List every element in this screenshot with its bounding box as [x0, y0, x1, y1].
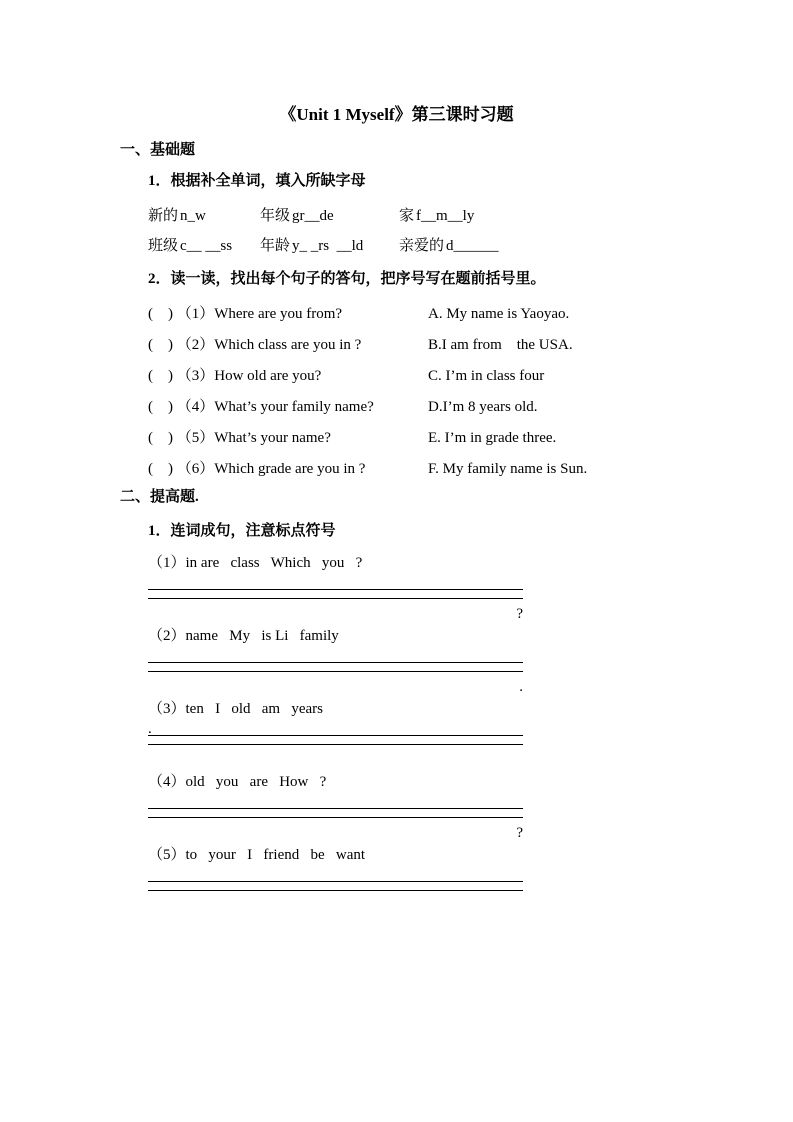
fill-word-blank: gr__de — [292, 208, 334, 224]
match-answer: D.I’m 8 years old. — [428, 399, 538, 415]
match-question: ( ) （3）How old are you? — [148, 368, 322, 384]
answer-line — [148, 744, 523, 745]
fill-word-label: 家 — [399, 208, 415, 224]
match-answer: F. My family name is Sun. — [428, 461, 588, 477]
fill-word-label: 班级 — [148, 238, 179, 254]
end-punctuation: ? — [516, 825, 523, 841]
fill-word-label: 年龄 — [260, 238, 291, 254]
match-pair — [148, 392, 673, 423]
rewrite-prompt: （5）to your I friend be want — [148, 847, 366, 863]
end-punctuation: ? — [516, 606, 523, 622]
rewrite-prompt: （4）old you are How ? — [148, 774, 327, 790]
match-pair — [148, 299, 673, 330]
answer-line — [148, 589, 523, 590]
rewrite-item-1 — [148, 549, 523, 622]
fill-word-label: 亲爱的 — [399, 238, 445, 254]
answer-line — [148, 671, 523, 672]
fill-word-cell — [399, 201, 474, 231]
end-punctuation: . — [519, 679, 523, 695]
match-question: ( ) （1）Where are you from? — [148, 306, 343, 322]
fill-word-cell — [148, 201, 260, 231]
rewrite-prompt: （3）ten I old am years — [148, 701, 323, 717]
fill-word-cell — [260, 201, 399, 231]
match-task-heading: 2．读一读，找出每个句子的答句，把序号写在题前括号里。 — [148, 271, 546, 287]
match-pair — [148, 454, 673, 485]
rewrite-task-heading: 1．连词成句，注意标点符号 — [148, 523, 336, 539]
match-question: ( ) （2）Which class are you in ? — [148, 337, 362, 353]
section-advanced-heading: 二、提高题. — [120, 489, 199, 505]
fill-word-label: 年级 — [260, 208, 291, 224]
fill-words-row-1 — [148, 201, 673, 231]
answer-line — [148, 808, 523, 809]
section-basic-heading: 一、基础题 — [120, 142, 196, 158]
fill-word-blank: n_w — [180, 208, 206, 224]
fill-task-heading: 1．根据补全单词，填入所缺字母 — [148, 173, 366, 189]
fill-word-cell — [399, 231, 499, 261]
rewrite-item-3 — [148, 695, 523, 768]
rewrite-item-2 — [148, 622, 523, 695]
start-punctuation: . — [148, 721, 152, 737]
match-question: ( ) （5）What’s your name? — [148, 430, 331, 446]
answer-line — [148, 662, 523, 663]
spacer — [148, 753, 523, 768]
match-answer: A. My name is Yaoyao. — [428, 306, 570, 322]
rewrite-item-5 — [148, 841, 523, 891]
match-answer: B.I am from the USA. — [428, 337, 573, 353]
answer-line — [148, 881, 523, 882]
rewrite-item-4 — [148, 768, 523, 841]
match-answer: E. I’m in grade three. — [428, 430, 557, 446]
fill-words-row-2 — [148, 231, 673, 261]
match-pair — [148, 423, 673, 454]
answer-line — [148, 598, 523, 599]
answer-line — [148, 735, 523, 736]
fill-word-cell — [148, 231, 260, 261]
fill-word-blank: y_ _rs __ld — [292, 238, 364, 254]
rewrite-prompt: （2）name My is Li family — [148, 628, 339, 644]
page-title: 《Unit 1 Myself》第三课时习题 — [279, 105, 514, 124]
match-question: ( ) （6）Which grade are you in ? — [148, 461, 366, 477]
rewrite-task — [148, 549, 673, 891]
answer-line — [148, 890, 523, 891]
fill-word-label: 新的 — [148, 208, 179, 224]
match-pair — [148, 361, 673, 392]
rewrite-prompt: （1）in are class Which you ? — [148, 555, 363, 571]
match-answer: C. I’m in class four — [428, 368, 545, 384]
fill-word-blank: c__ __ss — [180, 238, 233, 254]
answer-line — [148, 817, 523, 818]
fill-word-cell — [260, 231, 399, 261]
match-question: ( ) （4）What’s your family name? — [148, 399, 374, 415]
fill-word-blank: d______ — [446, 238, 499, 254]
match-pair — [148, 330, 673, 361]
fill-word-blank: f__m__ly — [416, 208, 475, 224]
